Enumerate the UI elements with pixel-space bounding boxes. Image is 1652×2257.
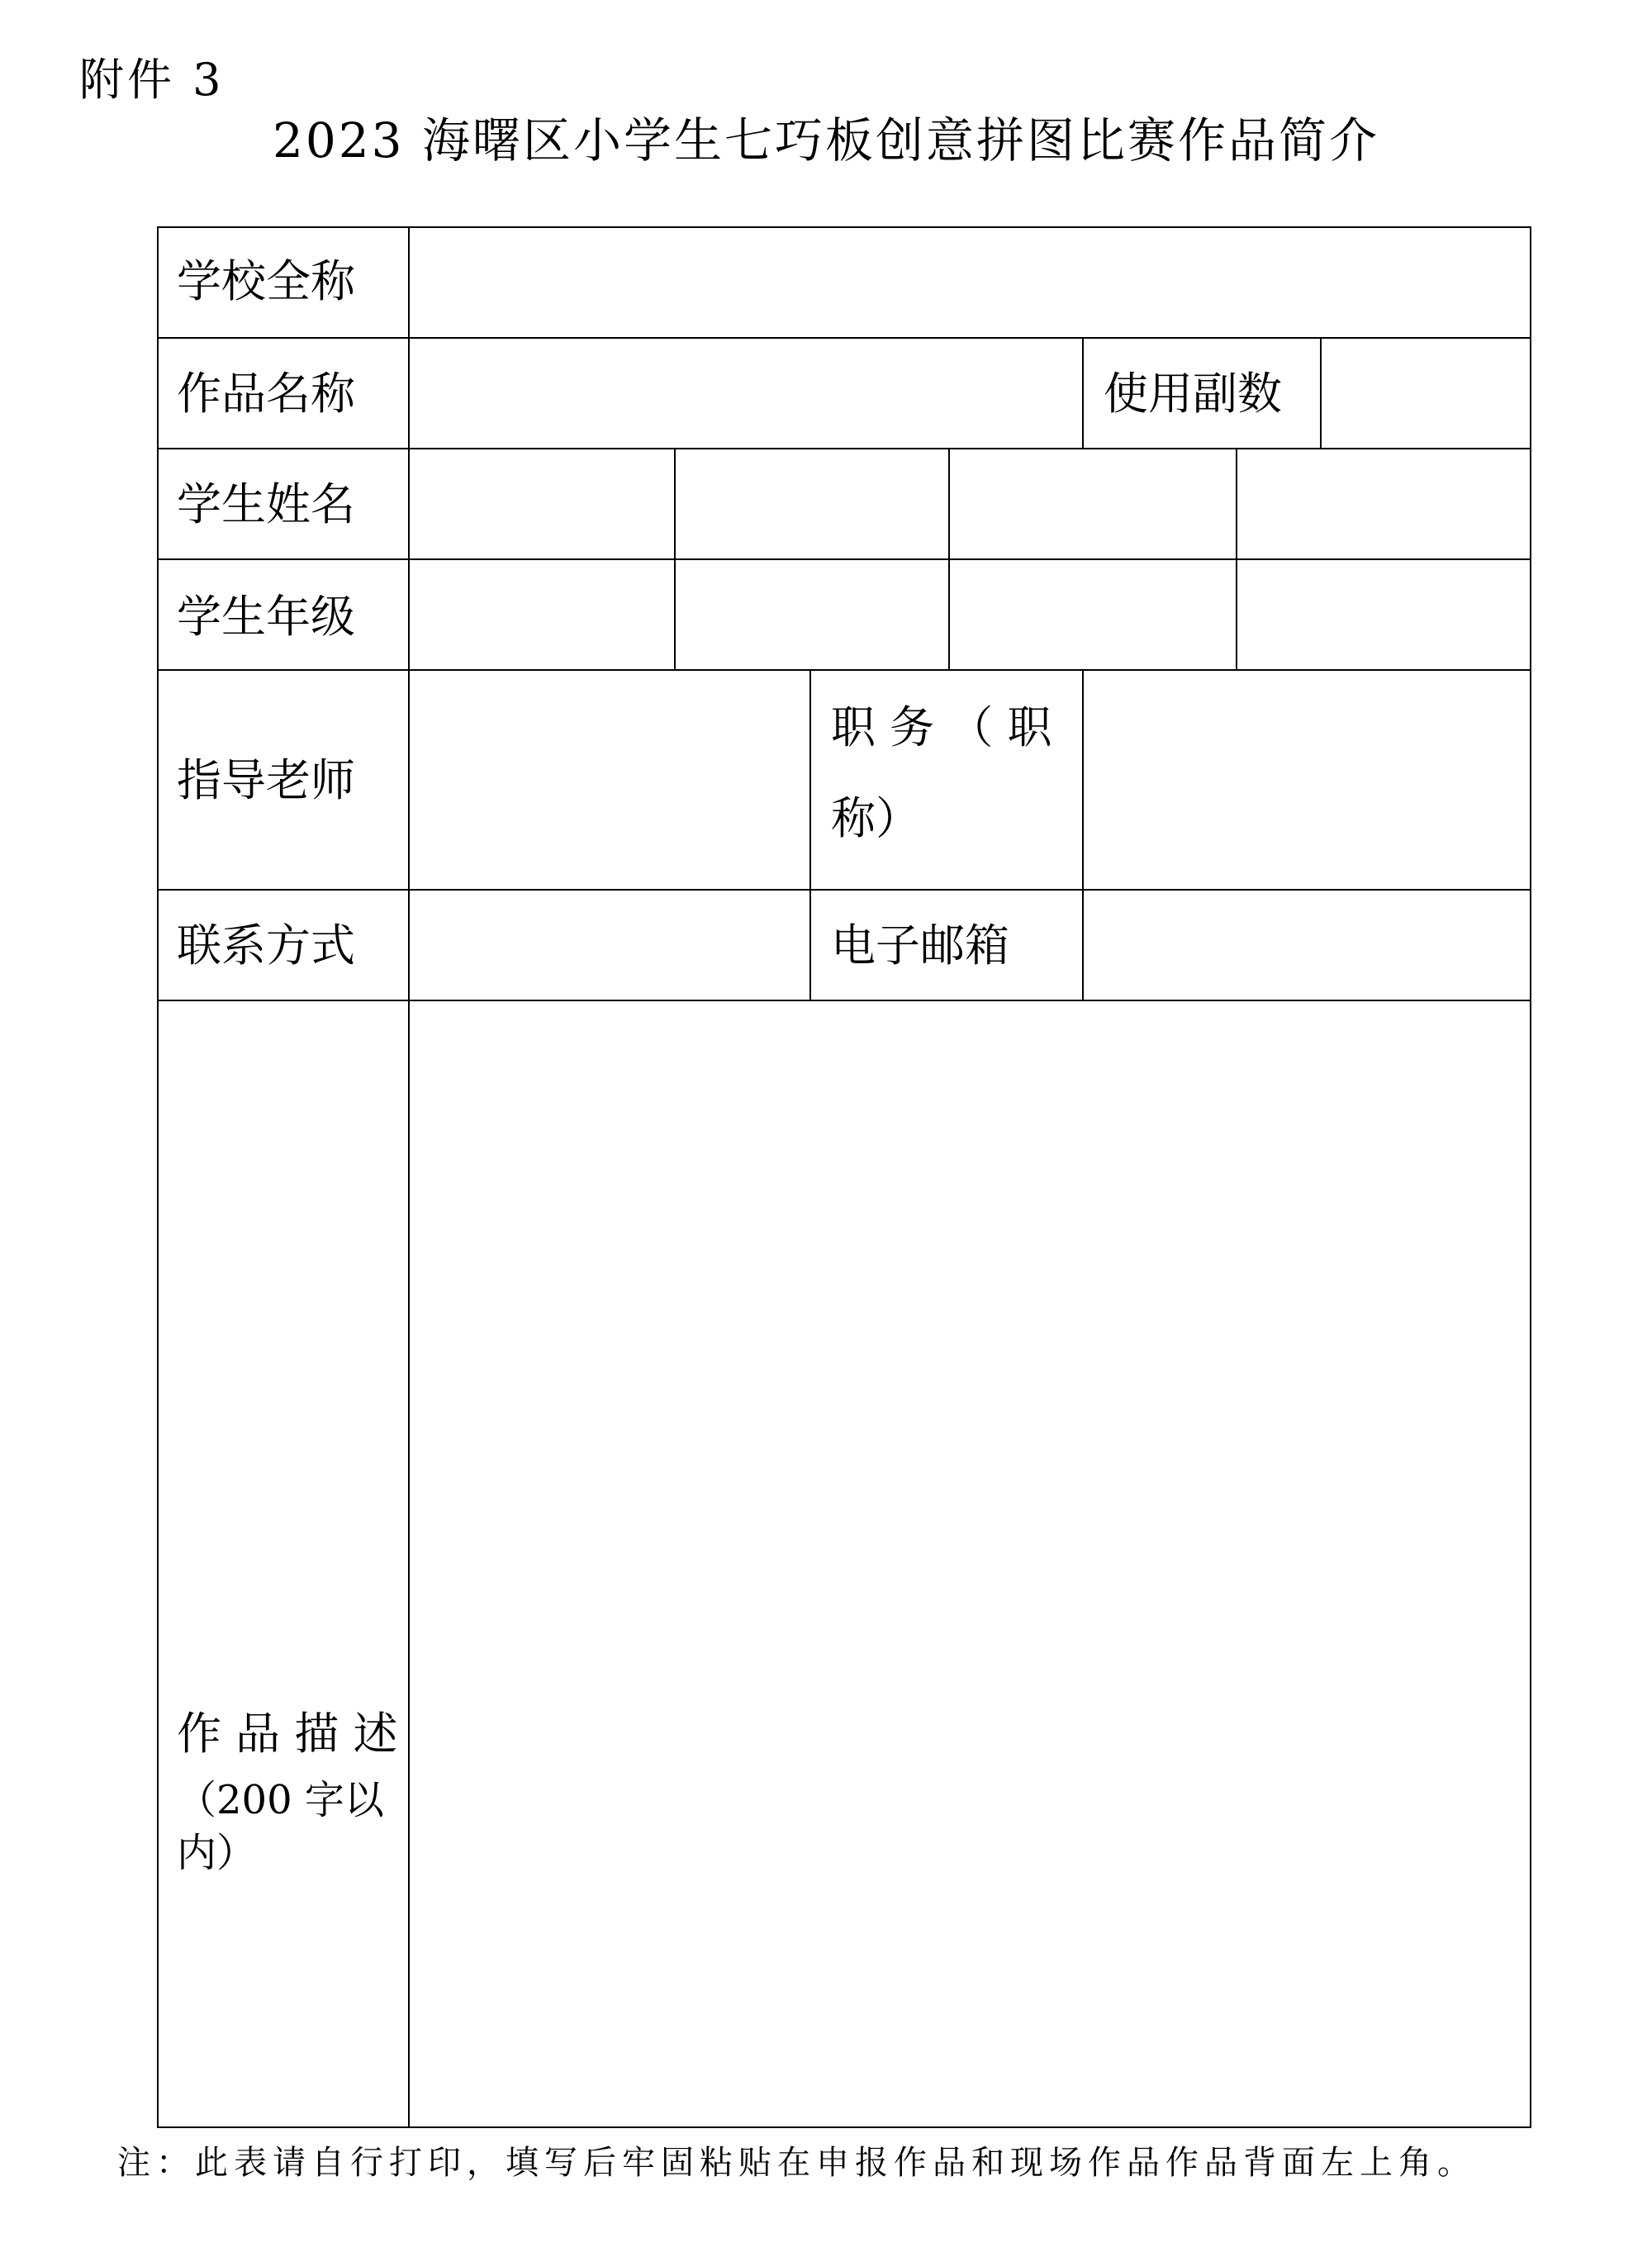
student-name-field-4[interactable] [1237, 449, 1531, 560]
student-name-field-1[interactable] [410, 449, 676, 560]
email-label: 电子邮箱 [831, 919, 1009, 972]
contact-field[interactable] [410, 891, 811, 1001]
position-label-line1: 职 务 （ 职 [831, 701, 1052, 753]
student-name-field-2[interactable] [676, 449, 950, 560]
position-label-line2: 称） [831, 792, 920, 844]
student-grade-label-cell [159, 560, 410, 671]
work-name-field[interactable] [410, 339, 1084, 449]
school-name-label: 学校全称 [177, 255, 355, 307]
student-grade-field-2[interactable] [676, 560, 950, 671]
advisor-field[interactable] [410, 671, 811, 891]
sets-used-label: 使用副数 [1104, 368, 1282, 420]
attachment-label: 附件 3 [79, 54, 225, 106]
school-name-label-cell [159, 228, 410, 339]
description-label-line3: 内） [177, 1830, 257, 1876]
student-grade-field-3[interactable] [950, 560, 1237, 671]
sets-used-label-cell [1084, 339, 1322, 449]
school-name-field[interactable] [410, 228, 1531, 339]
contact-label-cell [159, 891, 410, 1001]
document-title: 2023 海曙区小学生七巧板创意拼图比赛作品简介 [272, 112, 1380, 169]
description-field[interactable] [410, 1001, 1531, 2128]
description-label-line1: 作 品 描 述 [177, 1708, 398, 1760]
advisor-label-cell [159, 671, 410, 891]
student-grade-field-4[interactable] [1237, 560, 1531, 671]
contact-label: 联系方式 [177, 919, 355, 972]
student-name-label: 学生姓名 [177, 478, 355, 530]
email-field[interactable] [1084, 891, 1531, 1001]
work-name-label-cell [159, 339, 410, 449]
position-field[interactable] [1084, 671, 1531, 891]
description-label-cell [159, 1001, 410, 2128]
student-grade-label: 学生年级 [177, 591, 355, 643]
description-label-line2: （200 字以 [177, 1777, 384, 1823]
student-grade-field-1[interactable] [410, 560, 676, 671]
student-name-field-3[interactable] [950, 449, 1237, 560]
position-label-cell [811, 671, 1084, 891]
work-name-label: 作品名称 [177, 368, 355, 420]
sets-used-field[interactable] [1322, 339, 1531, 449]
email-label-cell [811, 891, 1084, 1001]
footer-note: 注：此表请自行打印，填写后牢固粘贴在申报作品和现场作品作品背面左上角。 [117, 2144, 1476, 2182]
student-name-label-cell [159, 449, 410, 560]
entry-form-table [157, 226, 1531, 2128]
advisor-label: 指导老师 [177, 754, 355, 806]
